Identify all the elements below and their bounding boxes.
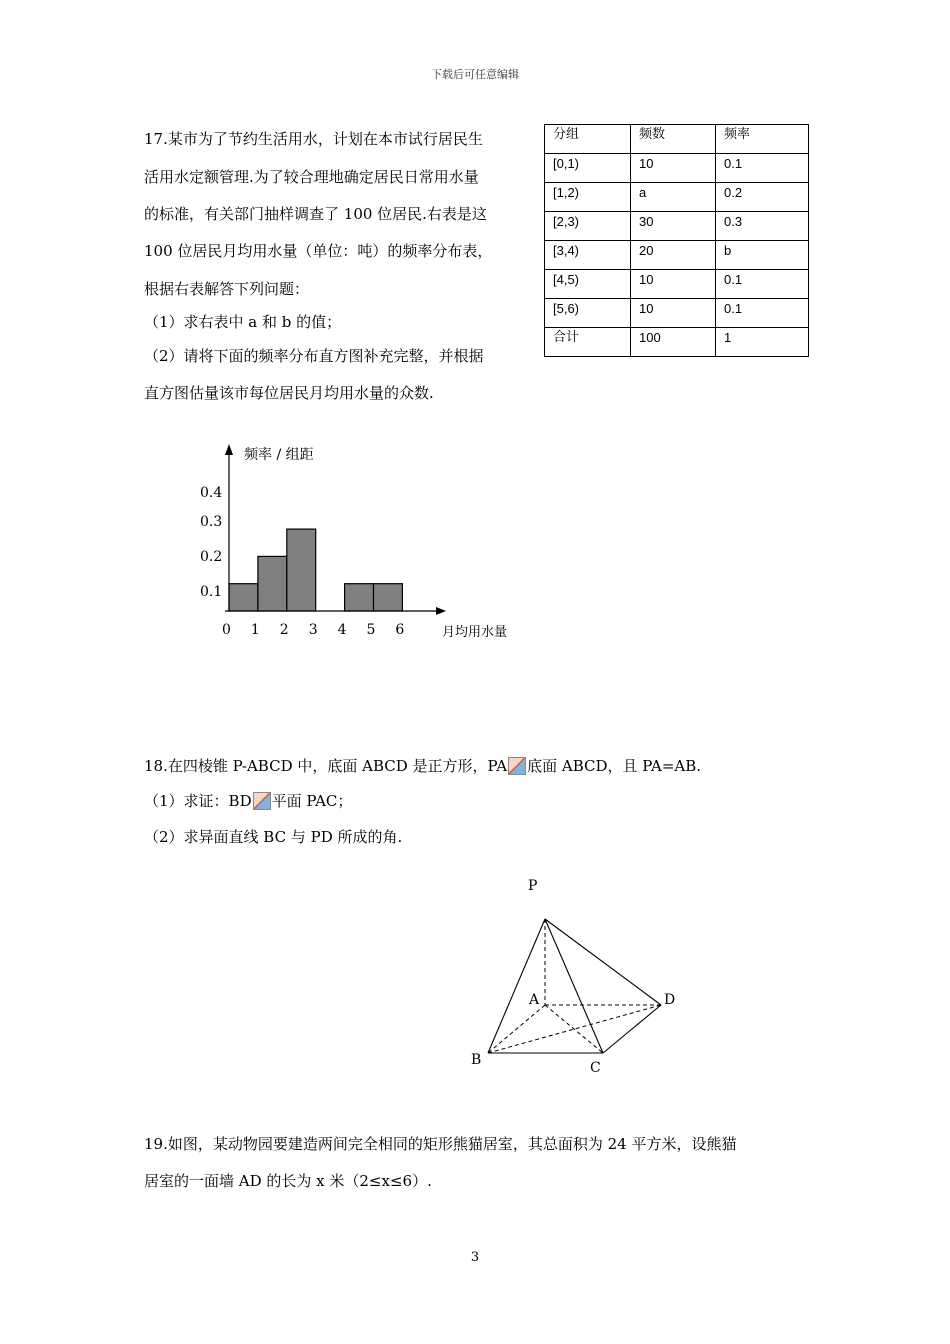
- table-cell: 20: [631, 241, 716, 270]
- table-cell: 0.2: [716, 183, 809, 212]
- edge-AB: [488, 1005, 545, 1053]
- edge-PC: [545, 919, 603, 1053]
- table-cell: 1: [716, 328, 809, 357]
- q17-line-3: 的标准，有关部门抽样调查了 100 位居民.右表是这: [144, 205, 487, 223]
- vertex-label-A: A: [529, 992, 540, 1008]
- x-tick-label: 3: [308, 622, 318, 638]
- histogram-bar-1: [258, 556, 287, 611]
- x-tick-label: 5: [366, 622, 376, 638]
- vertex-label-D: D: [664, 992, 676, 1008]
- y-axis-label: 频率 / 组距: [244, 447, 314, 463]
- x-tick-label: 4: [337, 622, 347, 638]
- q17-line-2: 活用水定额管理.为了较合理地确定居民日常用水量: [144, 168, 479, 186]
- q19-line-2: 居室的一面墙 AD 的长为 x 米（2≤x≤6）.: [144, 1172, 432, 1190]
- x-tick-label: 6: [395, 622, 405, 638]
- table-cell: [1,2): [545, 183, 631, 212]
- table-header-cell: 分组: [545, 125, 631, 154]
- y-axis-arrow: [225, 444, 233, 455]
- vertex-label-P: P: [528, 878, 538, 894]
- q19-line-1: 19.如图，某动物园要建造两间完全相同的矩形熊猫居室，其总面积为 24 平方米，设熊猫: [144, 1135, 737, 1153]
- y-tick-label: 0.2: [200, 549, 223, 565]
- table-cell: a: [631, 183, 716, 212]
- q18-line-1: [144, 755, 701, 776]
- histogram-bar-2: [287, 529, 316, 611]
- y-tick-label: 0.3: [200, 514, 223, 530]
- q18-line-3: （2）求异面直线 BC 与 PD 所成的角.: [144, 828, 403, 846]
- table-cell: [4,5): [545, 270, 631, 299]
- histogram-bar-0: [229, 584, 258, 611]
- table-cell: 10: [631, 154, 716, 183]
- page-header: 下载后可任意编辑: [431, 68, 519, 81]
- table-cell: [5,6): [545, 299, 631, 328]
- vertex-label-B: B: [471, 1052, 482, 1068]
- table-cell: 0.1: [716, 270, 809, 299]
- y-tick-label: 0.1: [200, 584, 223, 600]
- x-tick-label: 0: [222, 622, 231, 638]
- q18-line-2-a: （1）求证：BD: [144, 792, 252, 810]
- table-cell: 30: [631, 212, 716, 241]
- table-cell: 0.1: [716, 154, 809, 183]
- x-axis-label: 月均用水量: [442, 625, 508, 640]
- q17-line-1: 17.某市为了节约生活用水，计划在本市试行居民生: [144, 130, 483, 148]
- vertex-label-C: C: [590, 1060, 601, 1076]
- q18-line-2: [144, 790, 352, 811]
- table-cell: 10: [631, 299, 716, 328]
- q17-line-8: 直方图估量该市每位居民月均用水量的众数.: [144, 384, 434, 402]
- table-cell: 0.1: [716, 299, 809, 328]
- diagonal-AC: [545, 1005, 603, 1053]
- q17-line-5: 根据右表解答下列问题：: [144, 280, 310, 298]
- q18-line-2-b: 平面 PAC；: [271, 792, 353, 810]
- table-cell: [2,3): [545, 212, 631, 241]
- table-header-cell: 频数: [631, 125, 716, 154]
- x-tick-label: 1: [250, 622, 260, 638]
- q17-line-6: （1）求右表中 a 和 b 的值；: [144, 313, 342, 331]
- perpendicular-symbol-image: [253, 792, 271, 810]
- y-tick-label: 0.4: [200, 485, 223, 501]
- x-axis-arrow: [436, 607, 446, 615]
- q17-line-7: （2）请将下面的频率分布直方图补充完整，并根据: [144, 347, 484, 365]
- histogram-bar-4: [345, 584, 374, 611]
- table-cell: 合计: [545, 328, 631, 357]
- table-cell: 100: [631, 328, 716, 357]
- edge-PD: [545, 919, 661, 1005]
- edge-CD: [603, 1005, 661, 1053]
- table-cell: [0,1): [545, 154, 631, 183]
- histogram-bar-5: [374, 584, 403, 611]
- page-number: 3: [470, 1250, 480, 1265]
- perpendicular-symbol-image: [508, 757, 526, 775]
- table-header-cell: 频率: [716, 125, 809, 154]
- table-cell: 10: [631, 270, 716, 299]
- diagonal-BD: [488, 1005, 661, 1053]
- edge-PB: [488, 919, 545, 1053]
- table-cell: b: [716, 241, 809, 270]
- x-tick-label: 2: [279, 622, 289, 638]
- table-cell: [3,4): [545, 241, 631, 270]
- q17-line-4: 100 位居民月均用水量（单位：吨）的频率分布表，: [144, 242, 493, 260]
- q18-line-1-a: 18.在四棱锥 P-ABCD 中，底面 ABCD 是正方形，PA: [144, 757, 508, 775]
- q18-line-1-b: 底面 ABCD，且 PA=AB.: [527, 757, 702, 775]
- table-cell: 0.3: [716, 212, 809, 241]
